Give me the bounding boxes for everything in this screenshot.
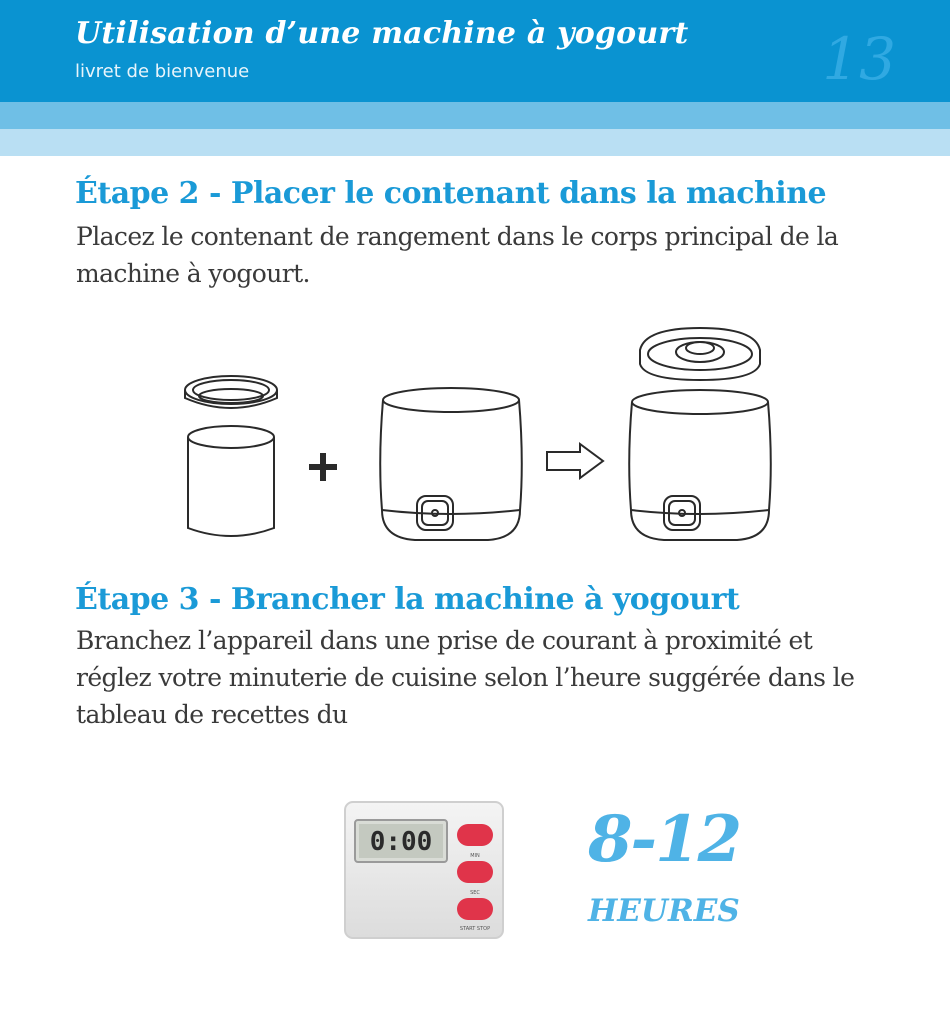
- timer-button-label-2: SEC: [470, 890, 480, 896]
- header-subtitle: livret de bienvenue: [75, 61, 250, 82]
- step-2-heading: Étape 2 - Placer le contenant dans la machine: [75, 176, 827, 211]
- timer-display: 0:00: [369, 827, 433, 857]
- step-3-text: Branchez l’appareil dans une prise de courant à proximité et réglez votre minuterie de cuisine selon l’heure suggérée dans le tableau de recettes du: [76, 626, 855, 729]
- page-number: 13: [822, 25, 896, 93]
- header-band-light: [0, 129, 950, 156]
- timer-button-label-1: MIN: [470, 853, 480, 859]
- kitchen-timer-image: [343, 800, 505, 940]
- container-cup: [188, 426, 274, 536]
- duration-unit: HEURES: [588, 893, 740, 929]
- yogurt-machine: [380, 388, 522, 540]
- header-band-mid: [0, 102, 950, 129]
- header-title: Utilisation d’une machine à yogourt: [75, 16, 689, 51]
- yogurt-machine-with-lid: [629, 328, 771, 540]
- step-2-text: Placez le contenant de rangement dans le corps principal de la machine à yogourt.: [76, 222, 839, 288]
- duration-value: 8-12: [588, 802, 741, 877]
- step-3-heading: Étape 3 - Brancher la machine à yogourt: [75, 582, 740, 617]
- step-2-illustration: [0, 320, 950, 560]
- arrow-right-icon: [547, 444, 603, 478]
- container-lid: [185, 376, 277, 408]
- page-header: [0, 0, 950, 102]
- plus-icon: [309, 453, 337, 481]
- timer-button-label-3: START STOP: [459, 926, 491, 932]
